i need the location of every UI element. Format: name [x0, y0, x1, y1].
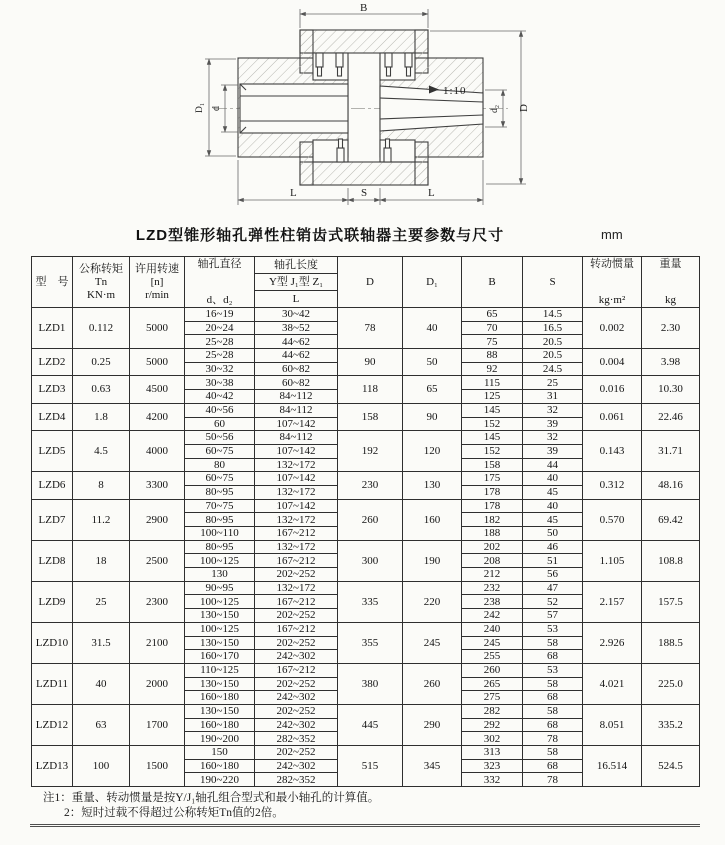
- bore-diameter-cell: 100~125: [185, 622, 255, 636]
- header-torque: [73, 257, 130, 308]
- dim-label-D: D: [518, 104, 530, 112]
- inertia-cell: 0.016: [583, 376, 642, 403]
- header-model: 型 号: [32, 257, 73, 308]
- D-cell: 355: [338, 622, 403, 663]
- S-cell: 51: [523, 554, 583, 568]
- table-row: [32, 308, 700, 322]
- S-cell: 46: [523, 540, 583, 554]
- speed-cell: 5000: [130, 349, 185, 376]
- D-cell: 230: [338, 472, 403, 499]
- bore-diameter-cell: 70~75: [185, 499, 255, 513]
- bore-diameter-cell: 90~95: [185, 581, 255, 595]
- weight-cell: 524.5: [642, 746, 700, 787]
- bore-diameter-cell: 40~56: [185, 403, 255, 417]
- bore-diameter-cell: 130~150: [185, 609, 255, 623]
- B-cell: 232: [462, 581, 523, 595]
- bore-diameter-cell: 160~170: [185, 650, 255, 664]
- right-taper-bore: [380, 86, 483, 131]
- D1-cell: 130: [403, 472, 462, 499]
- D1-cell: 190: [403, 540, 462, 581]
- spec-table-body: [32, 308, 700, 787]
- model-cell: LZD2: [32, 349, 73, 376]
- D1-cell: 345: [403, 746, 462, 787]
- D-cell: 300: [338, 540, 403, 581]
- sleeve-top: [300, 30, 428, 53]
- model-cell: LZD13: [32, 746, 73, 787]
- S-cell: 58: [523, 636, 583, 650]
- model-cell: LZD7: [32, 499, 73, 540]
- torque-cell: 1.8: [73, 403, 130, 430]
- table-row: [32, 431, 700, 445]
- bore-length-cell: 38~52: [255, 321, 338, 335]
- spec-table-header: [32, 257, 700, 308]
- B-cell: 202: [462, 540, 523, 554]
- bore-diameter-cell: 190~200: [185, 732, 255, 746]
- bore-length-cell: 242~302: [255, 650, 338, 664]
- speed-cell: 2500: [130, 540, 185, 581]
- bore-length-cell: 107~142: [255, 444, 338, 458]
- D-cell: 445: [338, 704, 403, 745]
- bore-length-cell: 242~302: [255, 691, 338, 705]
- bore-diameter-cell: 80: [185, 458, 255, 472]
- B-cell: 238: [462, 595, 523, 609]
- bottom-rule: [30, 824, 700, 827]
- torque-cell: 4.5: [73, 431, 130, 472]
- bore-length-cell: 132~172: [255, 540, 338, 554]
- B-cell: 70: [462, 321, 523, 335]
- bore-diameter-cell: 40~42: [185, 390, 255, 404]
- B-cell: 242: [462, 609, 523, 623]
- S-cell: 40: [523, 472, 583, 486]
- header-weight: [642, 257, 700, 308]
- bore-diameter-cell: 16~19: [185, 308, 255, 322]
- bore-diameter-cell: 100~110: [185, 527, 255, 541]
- D1-cell: 245: [403, 622, 462, 663]
- S-cell: 31: [523, 390, 583, 404]
- D-cell: 78: [338, 308, 403, 349]
- left-bore: [240, 84, 348, 133]
- bore-diameter-cell: 160~180: [185, 718, 255, 732]
- table-row: [32, 663, 700, 677]
- S-cell: 20.5: [523, 335, 583, 349]
- bore-diameter-cell: 130~150: [185, 636, 255, 650]
- D1-cell: 90: [403, 403, 462, 430]
- bore-length-cell: 132~172: [255, 458, 338, 472]
- D1-cell: 160: [403, 499, 462, 540]
- B-cell: 158: [462, 458, 523, 472]
- bore-length-cell: 282~352: [255, 773, 338, 787]
- header-speed-line1: 许用转速: [135, 262, 179, 275]
- B-cell: 260: [462, 663, 523, 677]
- weight-cell: 31.71: [642, 431, 700, 472]
- model-cell: LZD3: [32, 376, 73, 403]
- D1-cell: 120: [403, 431, 462, 472]
- header-inertia: [583, 257, 642, 308]
- table-row: [32, 540, 700, 554]
- spec-table: [31, 256, 700, 787]
- weight-cell: 188.5: [642, 622, 700, 663]
- speed-cell: 2000: [130, 663, 185, 704]
- model-cell: LZD11: [32, 663, 73, 704]
- bore-diameter-cell: 30~32: [185, 362, 255, 376]
- table-row: [32, 622, 700, 636]
- header-torque-line1: 公称转矩: [79, 262, 123, 275]
- bore-length-cell: 132~172: [255, 581, 338, 595]
- bore-length-cell: 202~252: [255, 568, 338, 582]
- bore-diameter-cell: 150: [185, 746, 255, 760]
- weight-cell: 10.30: [642, 376, 700, 403]
- torque-cell: 31.5: [73, 622, 130, 663]
- speed-cell: 4200: [130, 403, 185, 430]
- inertia-cell: 1.105: [583, 540, 642, 581]
- B-cell: 178: [462, 485, 523, 499]
- D-cell: 90: [338, 349, 403, 376]
- dim-label-d: d: [211, 106, 222, 111]
- header-D1: D₁: [403, 257, 462, 308]
- bore-length-cell: 242~302: [255, 718, 338, 732]
- B-cell: 115: [462, 376, 523, 390]
- bore-diameter-cell: 130~150: [185, 677, 255, 691]
- D-cell: 335: [338, 581, 403, 622]
- S-cell: 68: [523, 759, 583, 773]
- bore-length-cell: 202~252: [255, 704, 338, 718]
- header-bore-diameter-line1: 轴孔直径: [197, 258, 242, 270]
- speed-cell: 5000: [130, 308, 185, 349]
- dim-label-d2: d₂: [490, 104, 500, 113]
- bore-diameter-cell: 160~180: [185, 759, 255, 773]
- bore-diameter-cell: 110~125: [185, 663, 255, 677]
- B-cell: 323: [462, 759, 523, 773]
- weight-cell: 157.5: [642, 581, 700, 622]
- torque-cell: 40: [73, 663, 130, 704]
- B-cell: 145: [462, 403, 523, 417]
- table-row: [32, 349, 700, 363]
- inertia-cell: 4.021: [583, 663, 642, 704]
- B-cell: 152: [462, 444, 523, 458]
- S-cell: 58: [523, 746, 583, 760]
- S-cell: 16.5: [523, 321, 583, 335]
- bore-length-cell: 132~172: [255, 485, 338, 499]
- D-cell: 192: [338, 431, 403, 472]
- S-cell: 44: [523, 458, 583, 472]
- bore-length-cell: 107~142: [255, 499, 338, 513]
- D-cell: 260: [338, 499, 403, 540]
- header-bore-length-L: L: [255, 291, 338, 308]
- bore-diameter-cell: 60~75: [185, 444, 255, 458]
- unit-label: mm: [601, 227, 623, 242]
- header-D: D: [338, 257, 403, 308]
- B-cell: 265: [462, 677, 523, 691]
- B-cell: 275: [462, 691, 523, 705]
- S-cell: 47: [523, 581, 583, 595]
- model-cell: LZD5: [32, 431, 73, 472]
- D-cell: 515: [338, 746, 403, 787]
- B-cell: 240: [462, 622, 523, 636]
- bore-length-cell: 202~252: [255, 609, 338, 623]
- bore-diameter-cell: 25~28: [185, 349, 255, 363]
- header-weight-line1: 重量: [659, 258, 682, 270]
- speed-cell: 3300: [130, 472, 185, 499]
- header-S: S: [523, 257, 583, 308]
- bore-length-cell: 167~212: [255, 663, 338, 677]
- torque-cell: 0.63: [73, 376, 130, 403]
- S-cell: 78: [523, 773, 583, 787]
- bore-length-cell: 84~112: [255, 431, 338, 445]
- sleeve-bottom: [300, 162, 428, 185]
- sleeve-bottom-right-cap: [415, 142, 428, 185]
- header-bore-diameter: [185, 257, 255, 308]
- speed-cell: 2300: [130, 581, 185, 622]
- torque-cell: 0.112: [73, 308, 130, 349]
- header-bore-diameter-line2: d、d₂: [206, 293, 233, 306]
- B-cell: 178: [462, 499, 523, 513]
- footnote-2: 2：短时过载不得超过公称转矩Tn值的2倍。: [64, 807, 284, 819]
- S-cell: 25: [523, 376, 583, 390]
- D1-cell: 260: [403, 663, 462, 704]
- S-cell: 45: [523, 485, 583, 499]
- speed-cell: 4000: [130, 431, 185, 472]
- weight-cell: 22.46: [642, 403, 700, 430]
- B-cell: 175: [462, 472, 523, 486]
- S-cell: 39: [523, 417, 583, 431]
- weight-cell: 2.30: [642, 308, 700, 349]
- bore-length-cell: 132~172: [255, 513, 338, 527]
- bore-length-cell: 44~62: [255, 349, 338, 363]
- bore-diameter-cell: 80~95: [185, 485, 255, 499]
- bore-length-cell: 167~212: [255, 622, 338, 636]
- B-cell: 255: [462, 650, 523, 664]
- bore-length-cell: 30~42: [255, 308, 338, 322]
- header-bore-length: 轴孔长度: [255, 257, 338, 274]
- bore-diameter-cell: 60~75: [185, 472, 255, 486]
- inertia-cell: 0.570: [583, 499, 642, 540]
- header-speed-line3: r/min: [145, 289, 169, 302]
- speed-cell: 1700: [130, 704, 185, 745]
- model-cell: LZD8: [32, 540, 73, 581]
- dim-label-L-left: L: [290, 187, 297, 199]
- inertia-cell: 0.312: [583, 472, 642, 499]
- weight-cell: 69.42: [642, 499, 700, 540]
- speed-cell: 2100: [130, 622, 185, 663]
- S-cell: 32: [523, 431, 583, 445]
- S-cell: 50: [523, 527, 583, 541]
- B-cell: 125: [462, 390, 523, 404]
- model-cell: LZD6: [32, 472, 73, 499]
- B-cell: 75: [462, 335, 523, 349]
- S-cell: 78: [523, 732, 583, 746]
- bore-diameter-cell: 60: [185, 417, 255, 431]
- sleeve-bottom-left-cap: [300, 142, 313, 185]
- B-cell: 245: [462, 636, 523, 650]
- header-inertia-line2: kg·m²: [598, 293, 626, 306]
- bore-length-cell: 167~212: [255, 554, 338, 568]
- bore-diameter-cell: 25~28: [185, 335, 255, 349]
- model-cell: LZD10: [32, 622, 73, 663]
- B-cell: 292: [462, 718, 523, 732]
- header-inertia-line1: 转动惯量: [590, 258, 634, 270]
- S-cell: 68: [523, 718, 583, 732]
- weight-cell: 335.2: [642, 704, 700, 745]
- speed-cell: 1500: [130, 746, 185, 787]
- weight-cell: 48.16: [642, 472, 700, 499]
- inertia-cell: 0.002: [583, 308, 642, 349]
- S-cell: 20.5: [523, 349, 583, 363]
- model-cell: LZD1: [32, 308, 73, 349]
- bore-length-cell: 202~252: [255, 746, 338, 760]
- table-row: [32, 499, 700, 513]
- dim-label-L-right: L: [428, 187, 435, 199]
- torque-cell: 63: [73, 704, 130, 745]
- D-cell: 118: [338, 376, 403, 403]
- header-bore-length-types: Y型 J₁型 Z₁: [255, 274, 338, 291]
- inertia-cell: 16.514: [583, 746, 642, 787]
- B-cell: 282: [462, 704, 523, 718]
- bore-diameter-cell: 190~220: [185, 773, 255, 787]
- model-cell: LZD9: [32, 581, 73, 622]
- header-B: B: [462, 257, 523, 308]
- weight-cell: 3.98: [642, 349, 700, 376]
- B-cell: 65: [462, 308, 523, 322]
- table-row: [32, 403, 700, 417]
- B-cell: 302: [462, 732, 523, 746]
- S-cell: 53: [523, 663, 583, 677]
- speed-cell: 2900: [130, 499, 185, 540]
- S-cell: 68: [523, 691, 583, 705]
- torque-cell: 18: [73, 540, 130, 581]
- weight-cell: 108.8: [642, 540, 700, 581]
- header-weight-line2: kg: [665, 293, 676, 306]
- B-cell: 92: [462, 362, 523, 376]
- S-cell: 53: [523, 622, 583, 636]
- header-torque-line3: KN·m: [86, 289, 116, 302]
- bore-length-cell: 242~302: [255, 759, 338, 773]
- footnotes: [43, 791, 683, 821]
- B-cell: 145: [462, 431, 523, 445]
- weight-cell: 225.0: [642, 663, 700, 704]
- S-cell: 68: [523, 650, 583, 664]
- bore-length-cell: 44~62: [255, 335, 338, 349]
- D-cell: 158: [338, 403, 403, 430]
- B-cell: 152: [462, 417, 523, 431]
- bore-diameter-cell: 30~38: [185, 376, 255, 390]
- table-row: [32, 746, 700, 760]
- S-cell: 40: [523, 499, 583, 513]
- bore-diameter-cell: 130: [185, 568, 255, 582]
- D1-cell: 65: [403, 376, 462, 403]
- table-row: [32, 581, 700, 595]
- bore-diameter-cell: 20~24: [185, 321, 255, 335]
- model-cell: LZD12: [32, 704, 73, 745]
- page-title: LZD型锥形轴孔弹性柱销齿式联轴器主要参数与尺寸: [135, 227, 505, 244]
- D1-cell: 290: [403, 704, 462, 745]
- torque-cell: 8: [73, 472, 130, 499]
- S-cell: 45: [523, 513, 583, 527]
- bore-diameter-cell: 130~150: [185, 704, 255, 718]
- B-cell: 332: [462, 773, 523, 787]
- S-cell: 14.5: [523, 308, 583, 322]
- bore-length-cell: 60~82: [255, 376, 338, 390]
- D1-cell: 40: [403, 308, 462, 349]
- bore-length-cell: 107~142: [255, 472, 338, 486]
- bore-length-cell: 107~142: [255, 417, 338, 431]
- S-cell: 58: [523, 704, 583, 718]
- bore-diameter-cell: 80~95: [185, 513, 255, 527]
- B-cell: 88: [462, 349, 523, 363]
- model-cell: LZD4: [32, 403, 73, 430]
- bore-diameter-cell: 100~125: [185, 554, 255, 568]
- S-cell: 56: [523, 568, 583, 582]
- bore-diameter-cell: 50~56: [185, 431, 255, 445]
- S-cell: 24.5: [523, 362, 583, 376]
- D1-cell: 50: [403, 349, 462, 376]
- bore-length-cell: 84~112: [255, 403, 338, 417]
- table-row: [32, 472, 700, 486]
- inertia-cell: 8.051: [583, 704, 642, 745]
- dim-label-D1: D₁: [195, 102, 205, 113]
- header-speed-line2: [n]: [150, 275, 164, 288]
- table-row: [32, 704, 700, 718]
- S-cell: 58: [523, 677, 583, 691]
- dim-label-S: S: [361, 187, 368, 199]
- B-cell: 212: [462, 568, 523, 582]
- inertia-cell: 2.926: [583, 622, 642, 663]
- bore-length-cell: 202~252: [255, 636, 338, 650]
- bore-length-cell: 167~212: [255, 527, 338, 541]
- bore-diameter-cell: 100~125: [185, 595, 255, 609]
- bore-diameter-cell: 160~180: [185, 691, 255, 705]
- bore-length-cell: 84~112: [255, 390, 338, 404]
- bore-diameter-cell: 80~95: [185, 540, 255, 554]
- S-cell: 39: [523, 444, 583, 458]
- B-cell: 208: [462, 554, 523, 568]
- coupling-section-drawing: [0, 0, 725, 222]
- torque-cell: 11.2: [73, 499, 130, 540]
- inertia-cell: 0.004: [583, 349, 642, 376]
- torque-cell: 0.25: [73, 349, 130, 376]
- B-cell: 188: [462, 527, 523, 541]
- speed-cell: 4500: [130, 376, 185, 403]
- inertia-cell: 0.143: [583, 431, 642, 472]
- dim-label-B: B: [360, 2, 368, 14]
- S-cell: 32: [523, 403, 583, 417]
- torque-cell: 25: [73, 581, 130, 622]
- bore-length-cell: 282~352: [255, 732, 338, 746]
- header-torque-line2: Tn: [94, 275, 108, 288]
- taper-ratio-label: 1:10: [443, 85, 467, 97]
- bore-length-cell: 167~212: [255, 595, 338, 609]
- B-cell: 313: [462, 746, 523, 760]
- torque-cell: 100: [73, 746, 130, 787]
- S-cell: 57: [523, 609, 583, 623]
- inertia-cell: 0.061: [583, 403, 642, 430]
- bore-length-cell: 60~82: [255, 362, 338, 376]
- inertia-cell: 2.157: [583, 581, 642, 622]
- bore-length-cell: 202~252: [255, 677, 338, 691]
- header-speed: [130, 257, 185, 308]
- S-cell: 52: [523, 595, 583, 609]
- table-row: [32, 376, 700, 390]
- footnote-1: 注1：重量、转动惯量是按Y/J₁轴孔组合型式和最小轴孔的计算值。: [43, 792, 380, 804]
- D1-cell: 220: [403, 581, 462, 622]
- D-cell: 380: [338, 663, 403, 704]
- B-cell: 182: [462, 513, 523, 527]
